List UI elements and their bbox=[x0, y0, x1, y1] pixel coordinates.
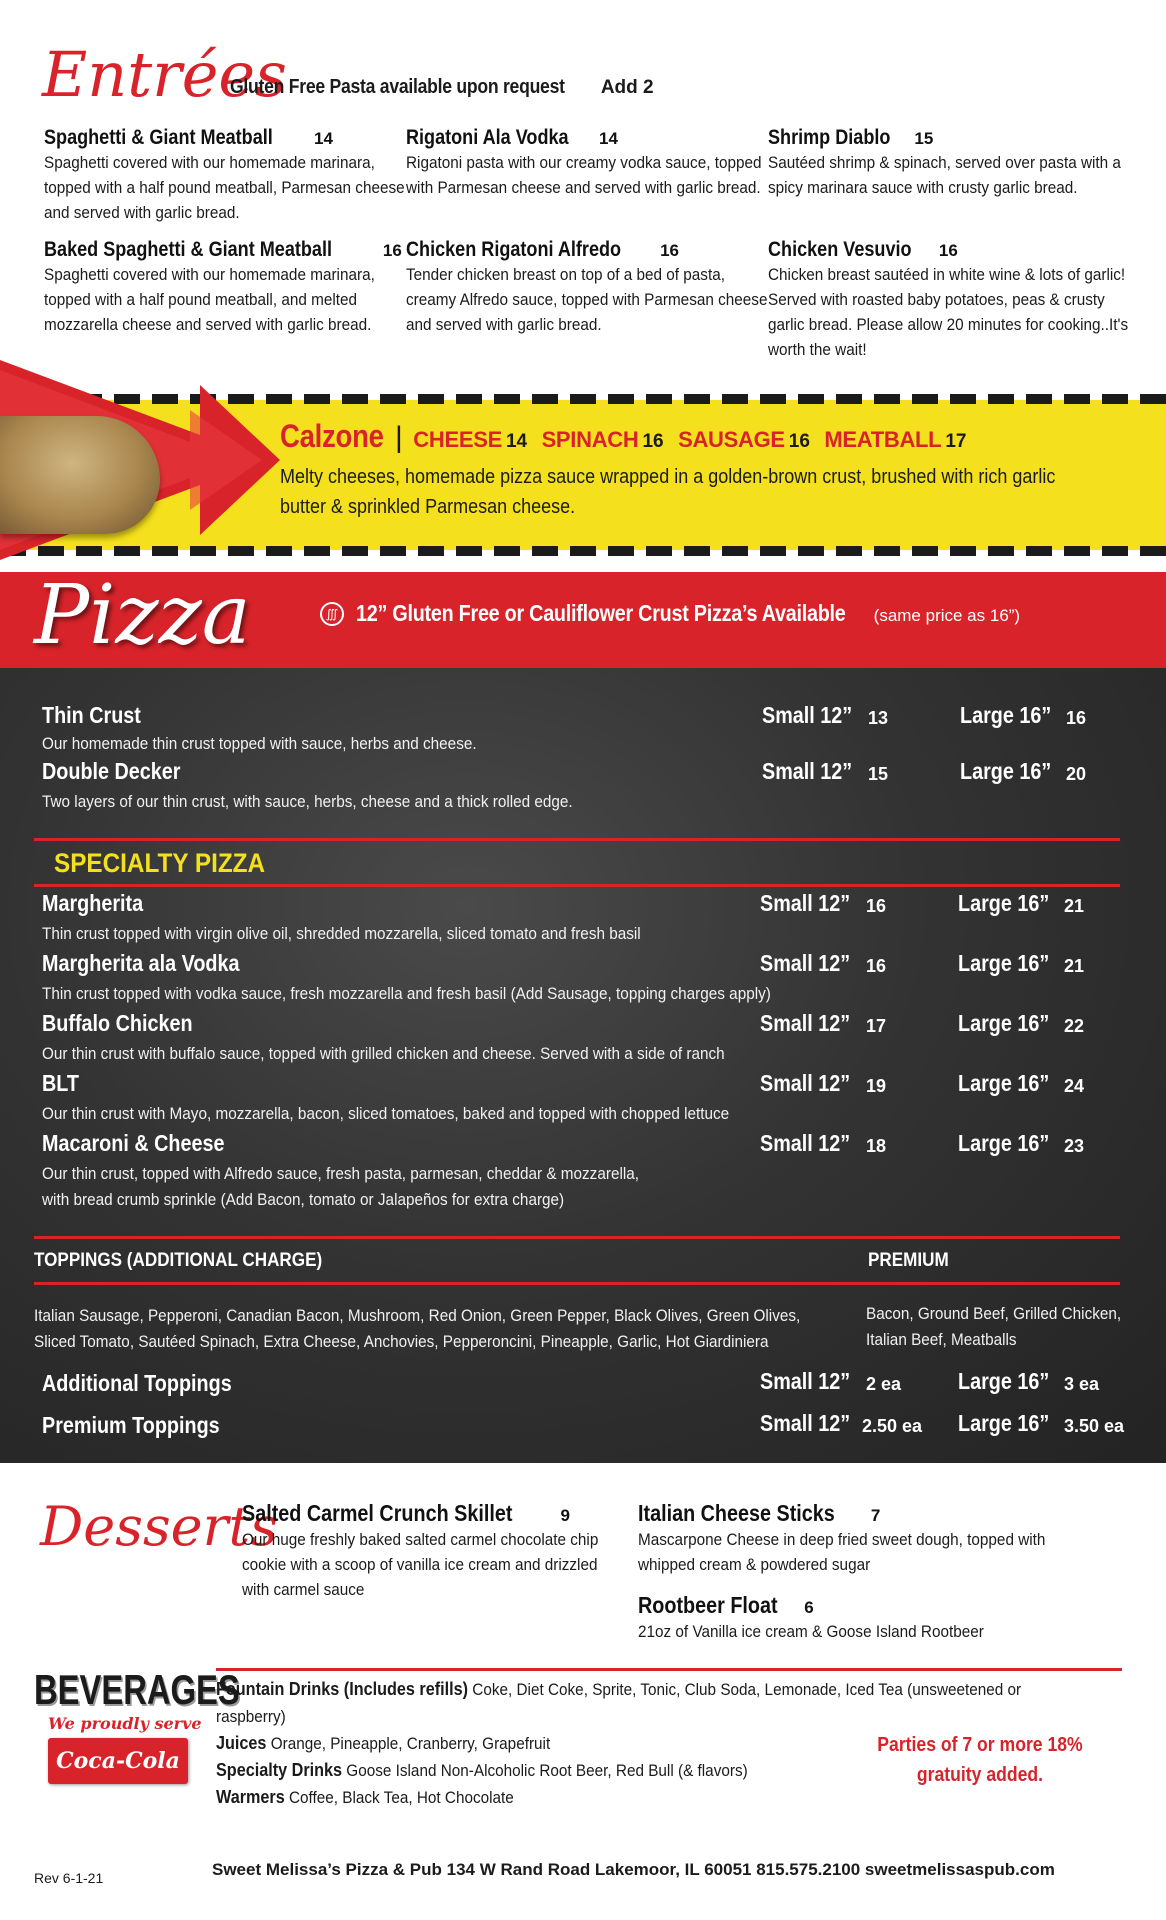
desserts-title: Desserts bbox=[40, 1495, 278, 1558]
dessert-price: 9 bbox=[560, 1506, 570, 1525]
small-price: 19 bbox=[866, 1076, 887, 1096]
calzone-divider: | bbox=[395, 421, 403, 454]
small-label: Small 12” bbox=[760, 1130, 851, 1156]
specialty-title: SPECIALTY PIZZA bbox=[54, 848, 266, 878]
pizza-desc: Our thin crust with buffalo sauce, topped with grilled chicken and cheese. Served with a side of ranch bbox=[42, 1044, 725, 1063]
revision: Rev 6-1-21 bbox=[34, 1870, 104, 1886]
premium-toppings: Premium Toppings bbox=[42, 1412, 220, 1438]
entree-desc: Tender chicken breast on top of a bed of pasta, creamy Alfredo sauce, topped with Parmesan cheese and served with garlic bread. bbox=[406, 265, 768, 334]
large-label: Large 16” bbox=[958, 1368, 1050, 1394]
entree-desc: Chicken breast sautéed in white wine & lots of garlic! Served with roasted baby potatoes, peas & crusty garlic bread. Please allow 20 minutes for cooking..It's worth the wait! bbox=[768, 265, 1129, 359]
small-price: 18 bbox=[866, 1136, 887, 1156]
calzone-option-price: 14 bbox=[505, 431, 528, 452]
entree-price: 14 bbox=[314, 129, 333, 148]
coca-cola-brand: Coca-Cola bbox=[56, 1748, 180, 1774]
entree-price: 14 bbox=[599, 129, 618, 148]
pizza-desc: Our thin crust, topped with Alfredo sauce, fresh pasta, parmesan, cheddar & mozzarella, bbox=[42, 1164, 640, 1183]
beverage-line-cont: raspberry) bbox=[216, 1707, 286, 1726]
large-label: Large 16” bbox=[958, 1130, 1050, 1156]
calzone-option: MEATBALL bbox=[824, 427, 942, 452]
toppings-divider-bottom bbox=[34, 1282, 1120, 1285]
large-label: Large 16” bbox=[958, 1410, 1050, 1436]
dessert-desc: 21oz of Vanilla ice cream & Goose Island Rootbeer bbox=[638, 1622, 984, 1641]
beverage-text: Coffee, Black Tea, Hot Chocolate bbox=[284, 1788, 514, 1807]
beverages-divider bbox=[216, 1668, 1122, 1671]
pizza-name: Double Decker bbox=[42, 758, 181, 784]
small-label: Small 12” bbox=[760, 1010, 851, 1036]
small-price: 17 bbox=[866, 1016, 887, 1036]
small-label: Small 12” bbox=[762, 758, 853, 784]
dessert-price: 7 bbox=[870, 1506, 881, 1525]
pizza-name: Macaroni & Cheese bbox=[42, 1130, 225, 1156]
dessert-item bbox=[242, 1500, 612, 1602]
entree-item bbox=[44, 238, 414, 337]
small-label: Small 12” bbox=[760, 950, 851, 976]
beverage-text: Goose Island Non-Alcoholic Root Beer, Red Bull (& flavors) bbox=[342, 1761, 748, 1780]
small-label: Small 12” bbox=[760, 1070, 851, 1096]
small-price: 15 bbox=[868, 764, 889, 784]
entree-item bbox=[768, 238, 1138, 362]
large-label: Large 16” bbox=[958, 890, 1050, 916]
entree-name: Chicken Rigatoni Alfredo bbox=[406, 238, 622, 261]
dessert-name: Italian Cheese Sticks bbox=[638, 1500, 835, 1526]
toppings-divider-top bbox=[34, 1236, 1120, 1239]
small-label: Small 12” bbox=[760, 1410, 851, 1436]
calzone-option: SPINACH bbox=[541, 427, 639, 452]
small-price: 16 bbox=[866, 896, 887, 916]
pizza-title: Pizza bbox=[34, 568, 251, 663]
small-price: 16 bbox=[866, 956, 887, 976]
beverage-label: Specialty Drinks bbox=[216, 1760, 343, 1780]
pizza-desc-cont: with bread crumb sprinkle (Add Bacon, tomato or Jalapeños for extra charge) bbox=[42, 1190, 565, 1209]
large-label: Large 16” bbox=[960, 758, 1052, 784]
calzone-option-price: 16 bbox=[642, 431, 664, 452]
entree-item bbox=[406, 126, 776, 200]
large-label: Large 16” bbox=[958, 1010, 1050, 1036]
pizza-desc: Thin crust topped with virgin olive oil, shredded mozzarella, sliced tomato and fresh basil bbox=[42, 924, 641, 943]
entree-name: Shrimp Diablo bbox=[768, 126, 891, 149]
entree-name: Spaghetti & Giant Meatball bbox=[44, 126, 273, 149]
large-label: Large 16” bbox=[960, 702, 1052, 728]
calzone-option-price: 17 bbox=[945, 431, 967, 452]
pizza-name: Margherita ala Vodka bbox=[42, 950, 240, 976]
calzone-option: SAUSAGE bbox=[678, 427, 785, 452]
entree-desc: Sautéed shrimp & spinach, served over pasta with a spicy marinara sauce with crusty garlic bread. bbox=[768, 153, 1121, 197]
gluten-free-note-text: Gluten Free Pasta available upon request bbox=[230, 76, 565, 98]
dessert-name: Salted Carmel Crunch Skillet bbox=[242, 1500, 513, 1526]
entree-item bbox=[44, 126, 414, 225]
gluten-free-add-price: Add 2 bbox=[600, 77, 654, 98]
large-price: 20 bbox=[1066, 764, 1087, 784]
dessert-item bbox=[638, 1500, 1098, 1577]
calzone-title: Calzone bbox=[280, 418, 384, 454]
calzone-photo bbox=[0, 416, 160, 534]
dessert-desc: Mascarpone Cheese in deep fried sweet dough, topped with whipped cream & powdered sugar bbox=[638, 1530, 1046, 1574]
beverage-line bbox=[216, 1676, 1085, 1703]
large-price: 16 bbox=[1066, 708, 1087, 728]
premium-list: Italian Beef, Meatballs bbox=[866, 1330, 1017, 1349]
additional-toppings: Additional Toppings bbox=[42, 1370, 232, 1396]
gratuity-note bbox=[860, 1730, 1100, 1790]
entree-name: Chicken Vesuvio bbox=[768, 238, 912, 261]
specialty-divider-bottom bbox=[34, 884, 1120, 887]
entree-desc: Spaghetti covered with our homemade marinara, topped with a half pound meatball, and melted mozzarella cheese and served with garlic bread. bbox=[44, 265, 375, 334]
gratuity-line: gratuity added. bbox=[916, 1764, 1044, 1786]
beverage-label: Fountain Drinks (Includes refills) bbox=[216, 1679, 469, 1699]
small-label: Small 12” bbox=[760, 1368, 851, 1394]
large-price: 23 bbox=[1064, 1136, 1085, 1156]
large-label: Large 16” bbox=[958, 1070, 1050, 1096]
beverage-label: Juices bbox=[216, 1733, 267, 1753]
pizza-name: Margherita bbox=[42, 890, 144, 916]
entree-item bbox=[406, 238, 776, 337]
entree-desc: Spaghetti covered with our homemade marinara, topped with a half pound meatball, Parmesan cheese and served with garlic bread. bbox=[44, 153, 405, 222]
large-price: 22 bbox=[1064, 1016, 1085, 1036]
premium-list: Bacon, Ground Beef, Grilled Chicken, bbox=[866, 1304, 1122, 1323]
beverage-text: Coke, Diet Coke, Sprite, Tonic, Club Soda, Lemonade, Iced Tea (unsweetened or bbox=[468, 1680, 1022, 1699]
dessert-price: 6 bbox=[804, 1598, 814, 1617]
entree-price: 16 bbox=[382, 241, 402, 260]
entree-name: Baked Spaghetti & Giant Meatball bbox=[44, 238, 333, 261]
calzone-desc: Melty cheeses, homemade pizza sauce wrapped in a golden-brown crust, brushed with rich garlic butter & sprinkled Parmesan cheese. bbox=[280, 466, 1056, 518]
entree-price: 15 bbox=[914, 129, 934, 148]
pizza-name: BLT bbox=[42, 1070, 79, 1096]
small-label: Small 12” bbox=[760, 890, 851, 916]
footer-address: Sweet Melissa’s Pizza & Pub 134 W Rand Road Lakemoor, IL 60051 815.575.2100 sweetmelissaspub.com bbox=[212, 1860, 1055, 1879]
premium-title: PREMIUM bbox=[868, 1250, 949, 1271]
small-price: 2 ea bbox=[866, 1374, 902, 1394]
toppings-title: TOPPINGS (ADDITIONAL CHARGE) bbox=[34, 1250, 323, 1271]
pizza-name: Thin Crust bbox=[42, 702, 141, 728]
coca-cola-logo bbox=[48, 1738, 188, 1784]
pizza-banner-note: (same price as 16”) bbox=[873, 606, 1021, 625]
small-price: 13 bbox=[868, 708, 889, 728]
dessert-desc: Our huge freshly baked salted carmel chocolate chip cookie with a scoop of vanilla ice cream and drizzled with carmel sauce bbox=[242, 1530, 599, 1599]
pizza-desc: Thin crust topped with vodka sauce, fresh mozzarella and fresh basil (Add Sausage, topping charges apply) bbox=[42, 984, 771, 1003]
pizza-desc: Our thin crust with Mayo, mozzarella, bacon, sliced tomatoes, baked and topped with chopped lettuce bbox=[42, 1104, 730, 1123]
gratuity-line: Parties of 7 or more 18% bbox=[877, 1734, 1083, 1756]
entree-desc: Rigatoni pasta with our creamy vodka sauce, topped with Parmesan cheese and served with garlic bread. bbox=[406, 153, 762, 197]
large-price: 3.50 ea bbox=[1064, 1416, 1125, 1436]
entree-item bbox=[768, 126, 1138, 200]
large-price: 21 bbox=[1064, 896, 1085, 916]
gluten-free-icon: ∭ bbox=[320, 602, 344, 626]
large-label: Large 16” bbox=[958, 950, 1050, 976]
small-label: Small 12” bbox=[762, 702, 853, 728]
dessert-name: Rootbeer Float bbox=[638, 1592, 778, 1618]
small-price: 2.50 ea bbox=[862, 1416, 923, 1436]
pizza-banner-text-wrap bbox=[356, 600, 1020, 627]
pizza-desc: Our homemade thin crust topped with sauce, herbs and cheese. bbox=[42, 734, 477, 753]
entree-name: Rigatoni Ala Vodka bbox=[406, 126, 569, 149]
dessert-item bbox=[638, 1592, 1098, 1644]
toppings-list: Sliced Tomato, Sautéed Spinach, Extra Cheese, Anchovies, Pepperoncini, Pineapple, Garlic, Hot Giardiniera bbox=[34, 1332, 769, 1351]
large-price: 3 ea bbox=[1064, 1374, 1100, 1394]
beverage-text: Orange, Pineapple, Cranberry, Grapefruit bbox=[266, 1734, 551, 1753]
pizza-banner-text: 12” Gluten Free or Cauliflower Crust Pizza’s Available bbox=[356, 600, 846, 626]
large-price: 24 bbox=[1064, 1076, 1085, 1096]
large-price: 21 bbox=[1064, 956, 1085, 976]
pizza-name: Buffalo Chicken bbox=[42, 1010, 193, 1036]
entrees-title: Entrées bbox=[42, 38, 287, 111]
beverages-title: BEVERAGES bbox=[34, 1666, 240, 1713]
specialty-divider-top bbox=[34, 838, 1120, 841]
pizza-desc: Two layers of our thin crust, with sauce, herbs, cheese and a thick rolled edge. bbox=[42, 792, 573, 811]
calzone-header bbox=[280, 418, 966, 455]
calzone-option: CHEESE bbox=[413, 427, 502, 452]
gluten-free-note bbox=[230, 76, 654, 99]
entree-price: 16 bbox=[938, 241, 958, 260]
beverage-label: Warmers bbox=[216, 1787, 285, 1807]
entree-price: 16 bbox=[660, 241, 679, 260]
proudly-serve: We proudly serve bbox=[48, 1714, 202, 1733]
calzone-option-price: 16 bbox=[788, 431, 810, 452]
toppings-list: Italian Sausage, Pepperoni, Canadian Bacon, Mushroom, Red Onion, Green Pepper, Black Olives, Green Olives, bbox=[34, 1306, 801, 1325]
